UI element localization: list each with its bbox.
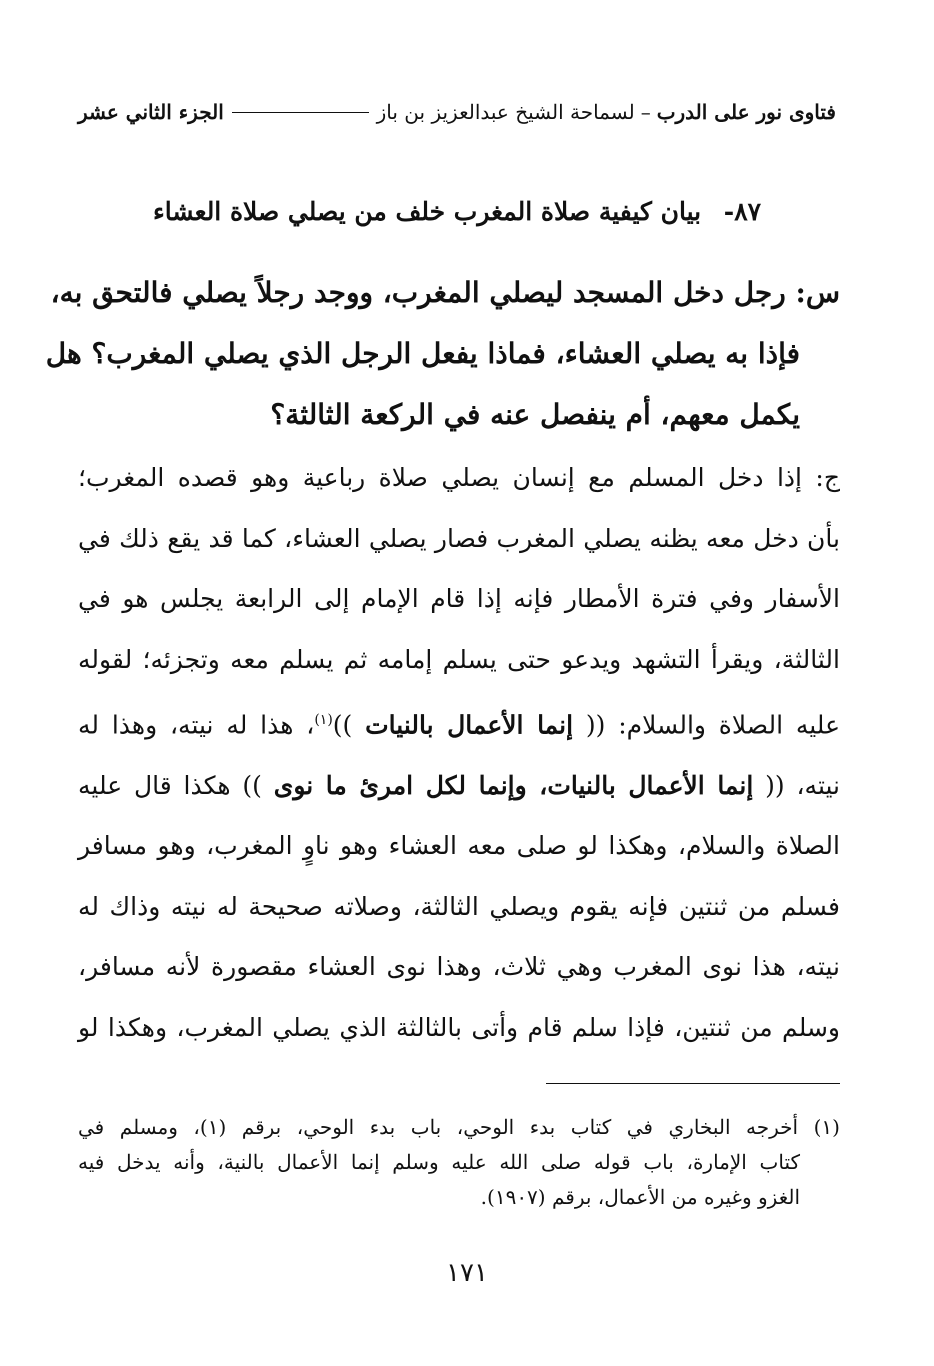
header-book-title: فتاوى نور على الدرب (656, 100, 836, 124)
header-author: لسماحة الشيخ عبدالعزيز بن باز (376, 100, 635, 124)
answer-line: الثالثة، ويقرأ التشهد ويدعو حتى يسلم إمامه ثم يسلم معه وتجزئه؛ لقوله (78, 644, 840, 674)
answer-line: بأن دخل معه يظنه يصلي المغرب فصار يصلي العشاء، كما قد يقع ذلك في (78, 523, 840, 553)
answer-text: نيته، (( (765, 770, 840, 800)
footnote-line: (١) أخرجه البخاري في كتاب بدء الوحي، باب بدء الوحي، برقم (١)، ومسلم في (78, 1115, 840, 1139)
header-separator: – (640, 100, 651, 124)
answer-text: عليه الصلاة والسلام: (( (585, 710, 840, 740)
hadith-quote: إنما الأعمال بالنيات، وإنما لكل امرئ ما نوى (273, 770, 754, 800)
answer-line: وسلم من ثنتين، فإذا سلم قام وأتى بالثالثة الذي يصلي المغرب، وهكذا لو (78, 1012, 840, 1042)
hadith-quote: إنما الأعمال بالنيات (365, 710, 574, 740)
chapter-title: بيان كيفية صلاة المغرب خلف من يصلي صلاة العشاء (152, 197, 702, 226)
footnotes (78, 1110, 840, 1215)
chapter-number: ٨٧- (723, 197, 762, 226)
question-line: س: رجل دخل المسجد ليصلي المغرب، ووجد رجلاً يصلي فالتحق به، (50, 276, 840, 309)
answer-line: فسلم من ثنتين فإنه يقوم ويصلي الثالثة، وصلاته صحيحة له نيته وذاك له (78, 891, 840, 921)
body-text (45, 262, 840, 1058)
answer-line: ج: إذا دخل المسلم مع إنسان يصلي صلاة رباعية وهو قصده المغرب؛ (78, 463, 840, 492)
answer-text: )) هكذا قال عليه (78, 770, 262, 800)
answer-line (78, 690, 840, 756)
question-line: فإذا به يصلي العشاء، فماذا يفعل الرجل الذي يصلي المغرب؟ هل (45, 337, 800, 370)
header-part: الجزء الثاني عشر (78, 100, 224, 124)
chapter-heading (78, 192, 836, 232)
answer-line: الصلاة والسلام، وهكذا لو صلى معه العشاء وهو ناوٍ المغرب، وهو مسافر (78, 831, 840, 861)
footnote-ref[interactable]: (١) (314, 712, 333, 728)
running-header (78, 92, 836, 132)
answer-line: الأسفار وفي فترة الأمطار فإنه إذا قام الإمام إلى الرابعة يجلس هو في (78, 584, 840, 613)
footnote-divider (546, 1083, 840, 1084)
footnote-line: الغزو وغيره من الأعمال، برقم (١٩٠٧). (480, 1185, 800, 1209)
answer-line (78, 756, 840, 817)
header-rule (232, 112, 369, 113)
question-line: يكمل معهم، أم ينفصل عنه في الركعة الثالثة؟ (270, 398, 800, 431)
quote-close: )) (332, 710, 353, 740)
footnote-line: كتاب الإمارة، باب قوله صلى الله عليه وسلم إنما الأعمال بالنية، وأنه يدخل فيه (78, 1150, 800, 1174)
answer-line: نيته، هذا نوى المغرب وهي ثلاث، وهذا نوى العشاء مقصورة لأنه مسافر، (78, 952, 840, 982)
answer-text: ، هذا له نيته، وهذا له (78, 710, 315, 740)
page-number: ١٧١ (446, 1258, 488, 1288)
